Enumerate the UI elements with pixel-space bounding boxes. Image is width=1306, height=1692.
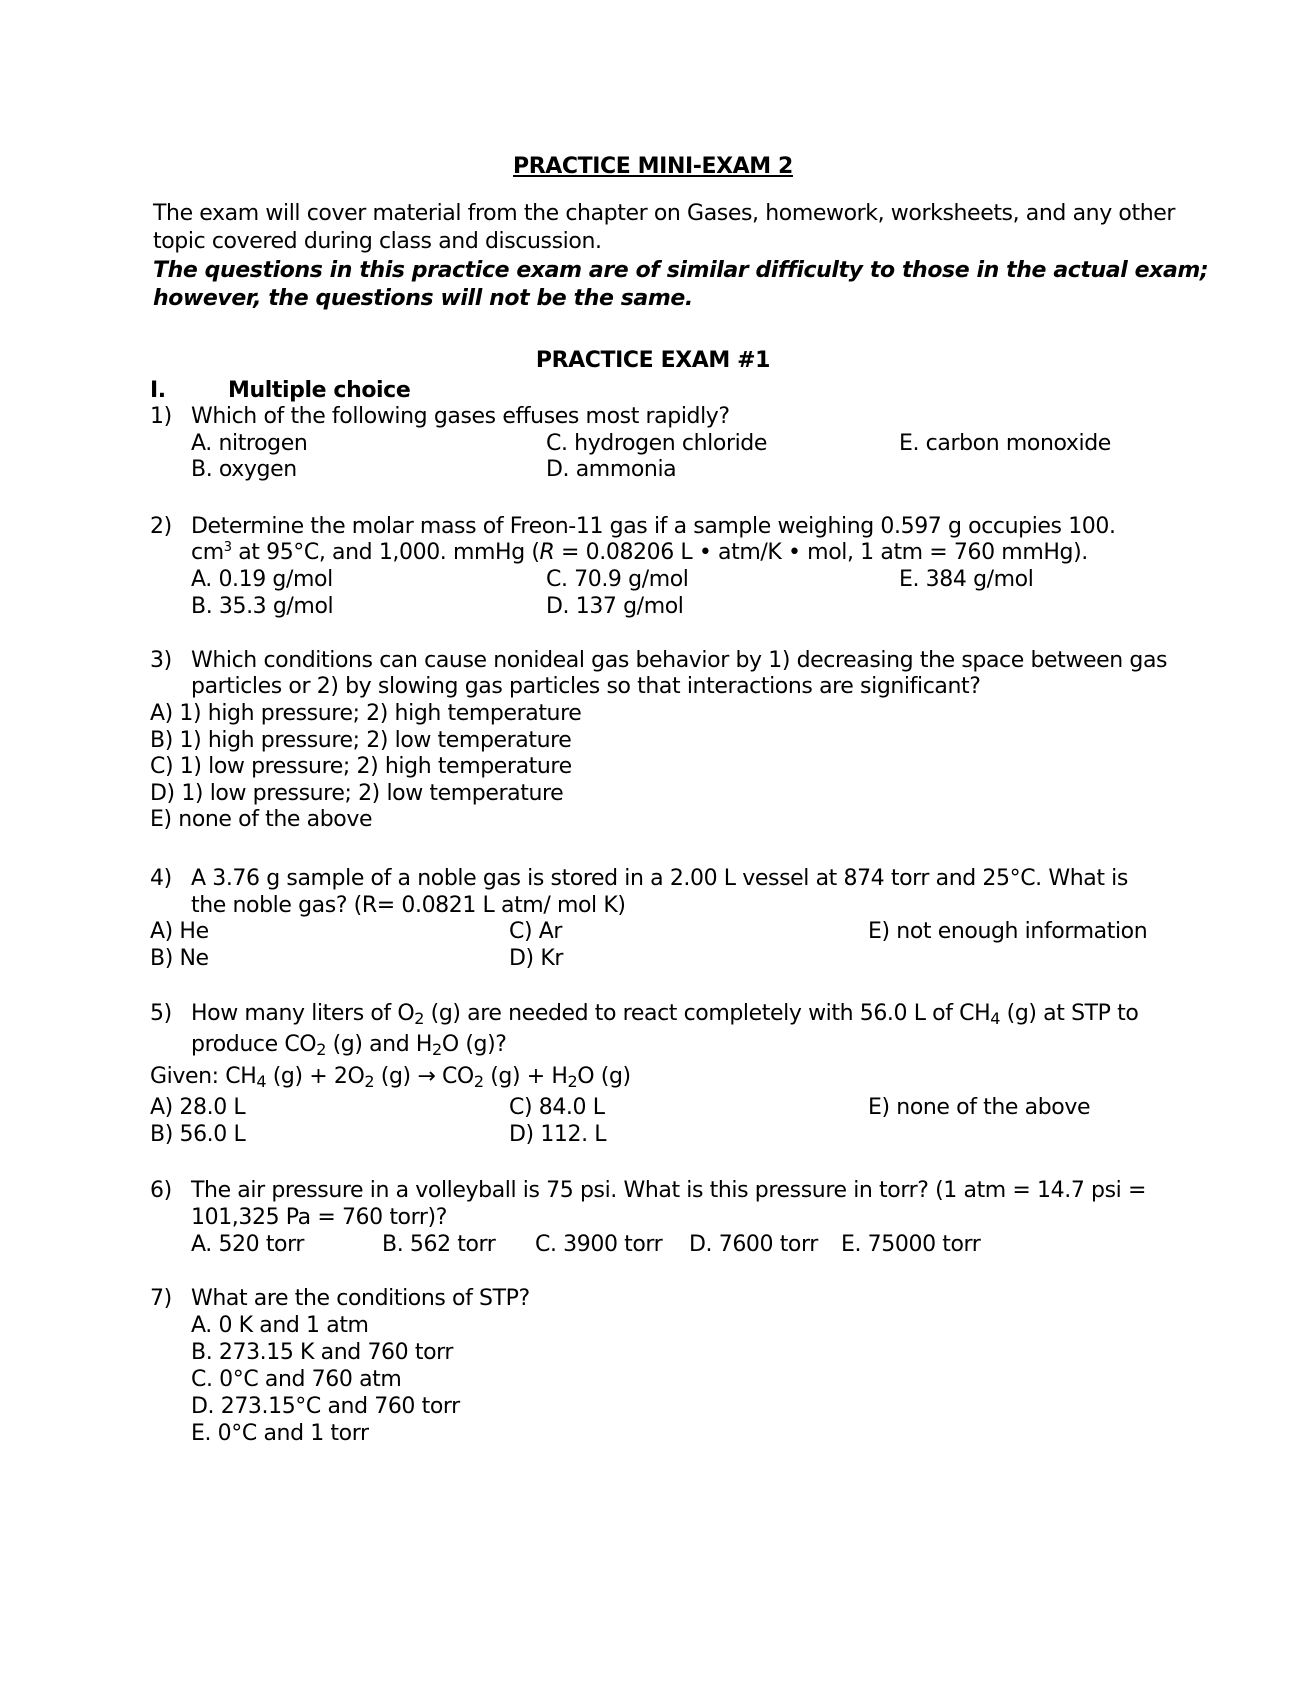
q1-choice-e: E. carbon monoxide: [899, 431, 1111, 456]
q6-choice-c: C. 3900 torr: [535, 1232, 663, 1257]
q6-choice-a: A. 520 torr: [191, 1232, 305, 1257]
q7-choice-b: B. 273.15 K and 760 torr: [191, 1340, 454, 1365]
q5-choice-b: B) 56.0 L: [150, 1122, 246, 1147]
q1-choice-b: B. oxygen: [191, 457, 297, 482]
q1-choice-c: C. hydrogen chloride: [546, 431, 768, 456]
q2-choice-c: C. 70.9 g/mol: [546, 567, 689, 592]
q5-choice-e: E) none of the above: [868, 1095, 1091, 1120]
q2-choice-b: B. 35.3 g/mol: [191, 594, 334, 619]
q2-choice-a: A. 0.19 g/mol: [191, 567, 333, 592]
q4-line-2: the noble gas? (R= 0.0821 L atm/ mol K): [191, 893, 626, 918]
intro-italic-line-1: The questions in this practice exam are of similar difficulty to those in the actual exam;: [153, 258, 1209, 283]
q7-text: What are the conditions of STP?: [191, 1286, 530, 1311]
q1-choice-d: D. ammonia: [546, 457, 677, 482]
q3-number: 3): [150, 648, 172, 673]
q3-line-1: Which conditions can cause nonideal gas behavior by 1) decreasing the space between gas: [191, 648, 1168, 673]
q4-number: 4): [150, 866, 172, 891]
q7-choice-a: A. 0 K and 1 atm: [191, 1313, 369, 1338]
q5-choice-a: A) 28.0 L: [150, 1095, 246, 1120]
q2-choice-d: D. 137 g/mol: [546, 594, 684, 619]
q4-line-1: A 3.76 g sample of a noble gas is stored in a 2.00 L vessel at 874 torr and 25°C. What is: [191, 866, 1128, 891]
q7-choice-e: E. 0°C and 1 torr: [191, 1421, 369, 1446]
q4-choice-c: C) Ar: [509, 919, 563, 944]
q6-choice-b: B. 562 torr: [382, 1232, 496, 1257]
q6-number: 6): [150, 1178, 172, 1203]
q3-line-2: particles or 2) by slowing gas particles so that interactions are significant?: [191, 674, 981, 699]
q3-choice-e: E) none of the above: [150, 807, 373, 832]
q6-choice-d: D. 7600 torr: [689, 1232, 818, 1257]
page-title: PRACTICE MINI-EXAM 2: [513, 154, 793, 179]
q4-choice-a: A) He: [150, 919, 209, 944]
exam-heading: PRACTICE EXAM #1: [535, 348, 771, 373]
q7-number: 7): [150, 1286, 172, 1311]
section-title: Multiple choice: [228, 378, 411, 403]
q2-line-1: Determine the molar mass of Freon-11 gas if a sample weighing 0.597 g occupies 100.: [191, 514, 1116, 539]
q4-choice-b: B) Ne: [150, 946, 209, 971]
q5-given-equation: Given: $CH_4$ $(g) + 2O_2$ $(g) \to CO_2$ $(g) + H_2O$ (g): [150, 1064, 631, 1091]
intro-line-1: The exam will cover material from the chapter on Gases, homework, worksheets, and any other: [153, 201, 1176, 226]
q2-line-2: $cm^3$ at 95°C, and 1,000. mmHg (R = 0.08206 L • atm/K • mol, 1 atm = 760 mmHg).: [191, 540, 1088, 565]
q7-choice-c: C. 0°C and 760 atm: [191, 1367, 402, 1392]
intro-italic-line-2: however, the questions will not be the same.: [153, 286, 693, 311]
intro-line-2: topic covered during class and discussion.: [153, 229, 602, 254]
q1-number: 1): [150, 404, 172, 429]
q6-line-2: 101,325 Pa = 760 torr)?: [191, 1205, 447, 1230]
q3-choice-a: A) 1) high pressure; 2) high temperature: [150, 701, 582, 726]
q3-choice-d: D) 1) low pressure; 2) low temperature: [150, 781, 564, 806]
q5-line-2: produce $CO_2$ (g) and $H_2O$ (g)?: [191, 1032, 507, 1059]
q5-line-1: How many liters of $O_2$ (g) are needed to react completely with 56.0 L of $CH_4$ (g) at STP to: [191, 1001, 1139, 1028]
q3-choice-c: C) 1) low pressure; 2) high temperature: [150, 754, 572, 779]
q6-line-1: The air pressure in a volleyball is 75 psi. What is this pressure in torr? (1 atm = 14.7 psi =: [191, 1178, 1146, 1203]
q6-choice-e: E. 75000 torr: [841, 1232, 981, 1257]
q1-choice-a: A. nitrogen: [191, 431, 308, 456]
q5-choice-c: C) 84.0 L: [509, 1095, 605, 1120]
q7-choice-d: D. 273.15°C and 760 torr: [191, 1394, 460, 1419]
section-number: I.: [150, 378, 166, 403]
q4-choice-e: E) not enough information: [868, 919, 1148, 944]
q5-choice-d: D) 112. L: [509, 1122, 607, 1147]
q2-choice-e: E. 384 g/mol: [899, 567, 1034, 592]
q4-choice-d: D) Kr: [509, 946, 563, 971]
q3-choice-b: B) 1) high pressure; 2) low temperature: [150, 728, 572, 753]
q5-number: 5): [150, 1001, 172, 1026]
q1-text: Which of the following gases effuses most rapidly?: [191, 404, 730, 429]
q2-number: 2): [150, 514, 172, 539]
